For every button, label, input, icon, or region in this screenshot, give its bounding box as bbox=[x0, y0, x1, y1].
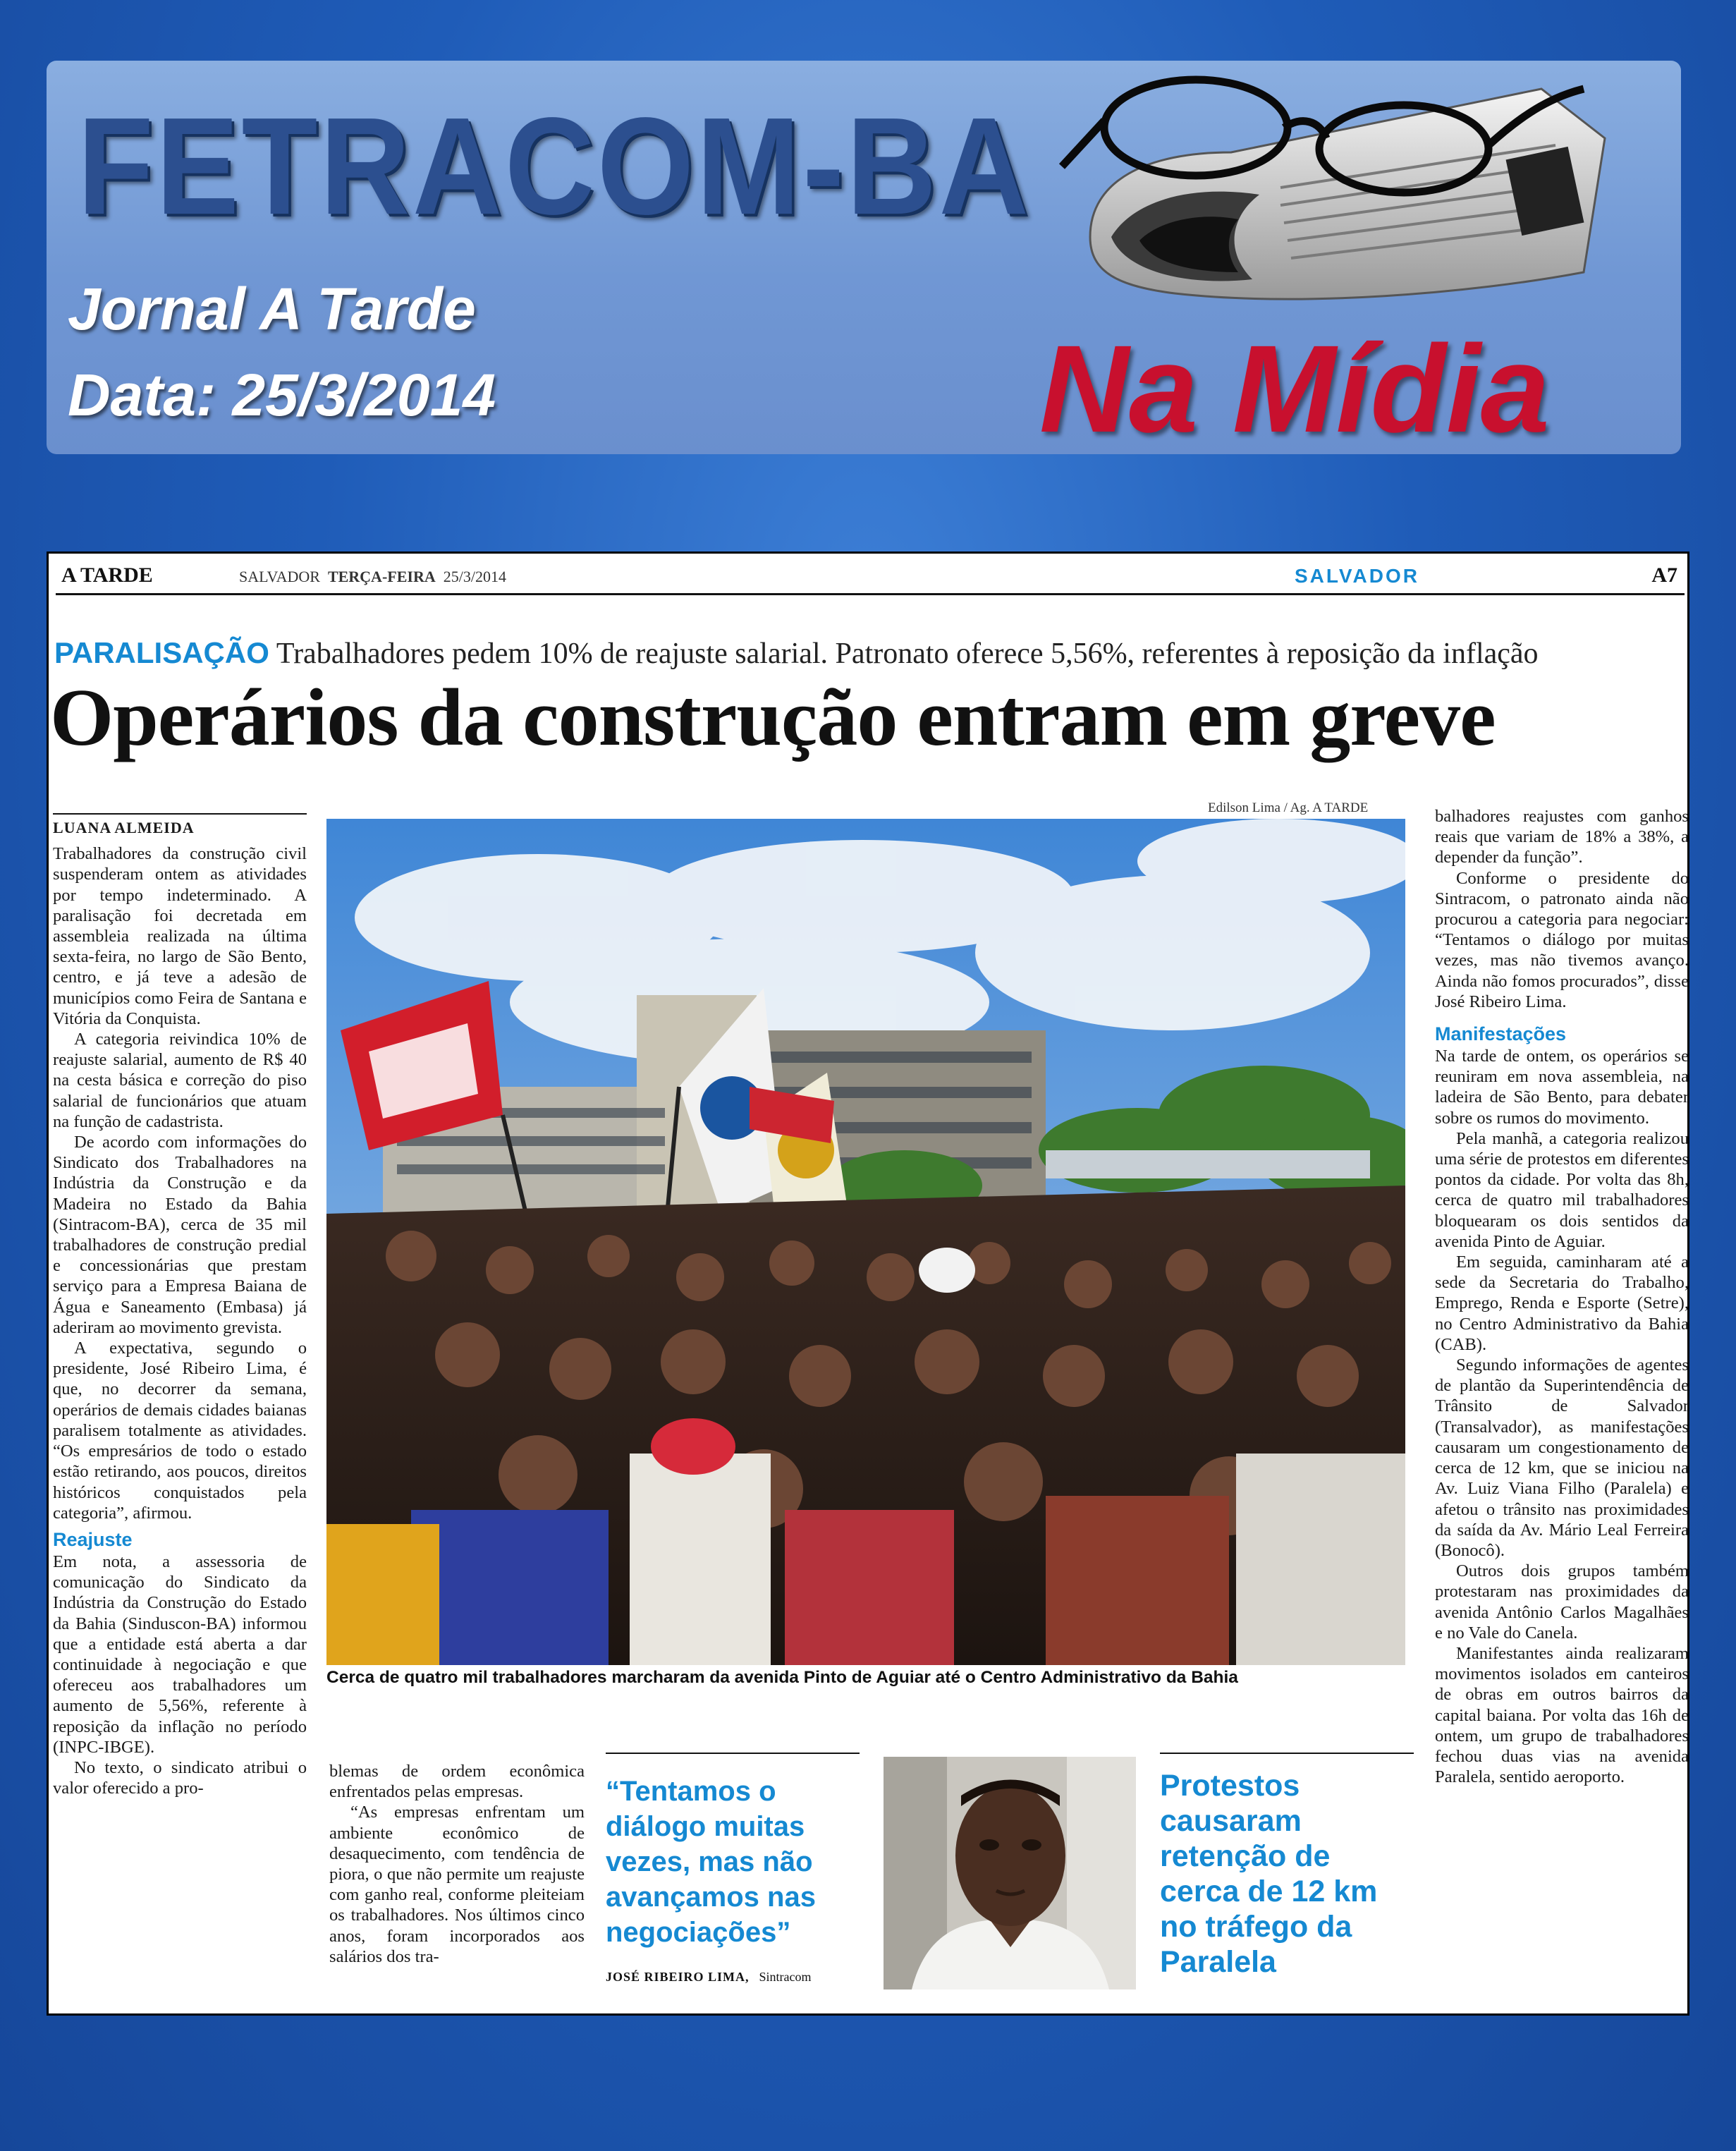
paragraph: blemas de ordem econômica enfrentados pelas empresas. bbox=[329, 1762, 585, 1802]
paragraph: De acordo com informações do Sindicato dos Trabalhadores na Indústria da Construção e da Madeira no Estado da Bahia (Sintracom-BA), cerca de 35 mil trabalhadores de construção predial e concessionárias que prestam serviço para a Empresa Baiana de Água e Saneamento (Embasa) já aderiram ao movimento grevista. bbox=[53, 1133, 307, 1337]
paragraph: Na tarde de ontem, os operários se reuniram em nova assembleia, na ladeira de São Bento, para debater sobre os rumos do movimento. bbox=[1435, 1047, 1689, 1128]
paper-name: A TARDE bbox=[61, 563, 153, 587]
quote-attribution bbox=[606, 1970, 812, 1985]
pullquote-rule bbox=[1160, 1753, 1414, 1754]
kicker-tag: PARALISAÇÃO bbox=[54, 636, 269, 669]
banner-date: Data: 25/3/2014 bbox=[68, 362, 496, 428]
article-column-1 bbox=[53, 813, 307, 1798]
paragraph: Trabalhadores da construção civil suspenderam ontem as atividades por tempo indeterminado. A paralisação foi decretada em assembleia realizada na última sexta-feira, no largo de São Bento, centro, e já teve a adesão de municípios como Feira de Santana e Vitória da Conquista. bbox=[53, 844, 307, 1028]
paragraph: Em seguida, caminharam até a sede da Secretaria do Trabalho, Emprego, Renda e Esporte (Setre), no Centro Administrativo da Bahia (CAB). bbox=[1435, 1253, 1689, 1354]
paragraph: A expectativa, segundo o presidente, José Ribeiro Lima, é que, no decorrer da semana, operários de demais cidades baianas paralisem totalmente as atividades. “Os empresários de todo o estado estão retirando, aos poucos, direitos históricos conquistados pela categoria”, afirmou. bbox=[53, 1339, 307, 1523]
paragraph: Manifestantes ainda realizaram movimentos isolados em canteiros de obras em outros bairros da capital baiana. Por volta das 16h de ontem, um grupo de trabalhadores fechou duas vias na avenida Paralela, sentido aeroporto. bbox=[1435, 1643, 1689, 1787]
newspaper-glasses-graphic bbox=[1048, 61, 1626, 329]
header-banner bbox=[47, 61, 1681, 458]
banner-source: Jornal A Tarde bbox=[68, 276, 476, 342]
newspaper-page bbox=[47, 552, 1689, 2016]
highlight-box: Protestos causaram retenção de cerca de 12 km no tráfego da Paralela bbox=[1160, 1769, 1378, 1979]
edition-date: 25/3/2014 bbox=[443, 568, 506, 585]
article-column-2 bbox=[329, 1761, 585, 1967]
subhead-reajuste: Reajuste bbox=[53, 1528, 133, 1550]
paragraph: No texto, o sindicato atribui o valor oferecido a pro- bbox=[53, 1757, 307, 1798]
running-head bbox=[56, 563, 1685, 592]
portrait-photo bbox=[884, 1757, 1136, 1989]
banner-section-title: Na Mídia bbox=[1039, 320, 1550, 458]
headline: Operários da construção entram em greve bbox=[50, 673, 1496, 763]
kicker-text: Trabalhadores pedem 10% de reajuste salarial. Patronato oferece 5,56%, referentes à reposição da inflação bbox=[276, 638, 1539, 670]
protest-photo bbox=[326, 819, 1405, 1665]
photo-caption: Cerca de quatro mil trabalhadores marcharam da avenida Pinto de Aguiar até o Centro Administrativo da Bahia bbox=[326, 1668, 1238, 1687]
photo-credit: Edilson Lima / Ag. A TARDE bbox=[1208, 800, 1369, 815]
quote-name: JOSÉ RIBEIRO LIMA, bbox=[606, 1970, 750, 1984]
quote-rule bbox=[606, 1753, 860, 1754]
subhead-manifestacoes: Manifestações bbox=[1435, 1023, 1567, 1045]
edition-city: SALVADOR bbox=[239, 568, 320, 585]
paragraph: Pela manhã, a categoria realizou uma série de protestos em diferentes pontos da cidade. Por volta das 8h, cerca de quatro mil trabalhadores bloquearam os dois sentidos da avenida Pinto de Aguiar. bbox=[1435, 1128, 1689, 1251]
quote-org: Sintracom bbox=[759, 1970, 812, 1984]
edition-info bbox=[239, 568, 506, 586]
paragraph: Em nota, a assessoria de comunicação do Sindicato da Indústria da Construção do Estado da Bahia (Sinduscon-BA) informou que a entidade está aberta a dar continuidade à negociação e que ofereceu aos trabalhadores um aumento de 5,56%, referente à reposição da inflação no período (INPC-IBGE). bbox=[53, 1552, 307, 1757]
paragraph: Conforme o presidente do Sintracom, o patronato ainda não procurou a categoria para negociar: “Tentamos o diálogo por muitas vezes, mas não tivemos avanço. Ainda não fomos procurados”, disse José Ribeiro Lima. bbox=[1435, 868, 1689, 1011]
byline-rule bbox=[53, 813, 307, 815]
paragraph: balhadores reajustes com ganhos reais que variam de 18% a 38%, a depender da função”. bbox=[1435, 807, 1689, 867]
pull-quote: “Tentamos o diálogo muitas vezes, mas não avançamos nas negociações” bbox=[606, 1776, 816, 1948]
edition-weekday: TERÇA-FEIRA bbox=[327, 568, 436, 585]
banner-title: FETRACOM-BA bbox=[78, 89, 1032, 243]
article-column-5 bbox=[1435, 806, 1689, 1787]
kicker bbox=[54, 637, 1539, 670]
page-number: A7 bbox=[1651, 563, 1677, 587]
paragraph: “As empresas enfrentam um ambiente econômico de desaquecimento, com tendência de piora, o que não permite um reajuste com ganho real, conforme pleiteiam os trabalhadores. Nos últimos cinco anos, foram incorporados aos salários dos tra- bbox=[329, 1803, 585, 1966]
paragraph: A categoria reivindica 10% de reajuste salarial, aumento de R$ 40 na cesta básica e correção do piso salarial de funcionários que atuam na função de cadastrista. bbox=[53, 1030, 307, 1131]
paragraph: Outros dois grupos também protestaram nas proximidades da avenida Antônio Carlos Magalhães e no Vale do Canela. bbox=[1435, 1561, 1689, 1643]
section-name: SALVADOR bbox=[1295, 565, 1419, 587]
byline: LUANA ALMEIDA bbox=[53, 819, 195, 836]
paragraph: Segundo informações de agentes de plantão da Superintendência de Trânsito de Salvador (Transalvador), as manifestações causaram um congestionamento de cerca de 12 km, que se iniciou na Av. Luiz Viana Filho (Paralela) e afetou o trânsito nas proximidades da saída da Av. Mário Leal Ferreira (Bonocô). bbox=[1435, 1355, 1689, 1560]
header-rule bbox=[56, 593, 1685, 595]
